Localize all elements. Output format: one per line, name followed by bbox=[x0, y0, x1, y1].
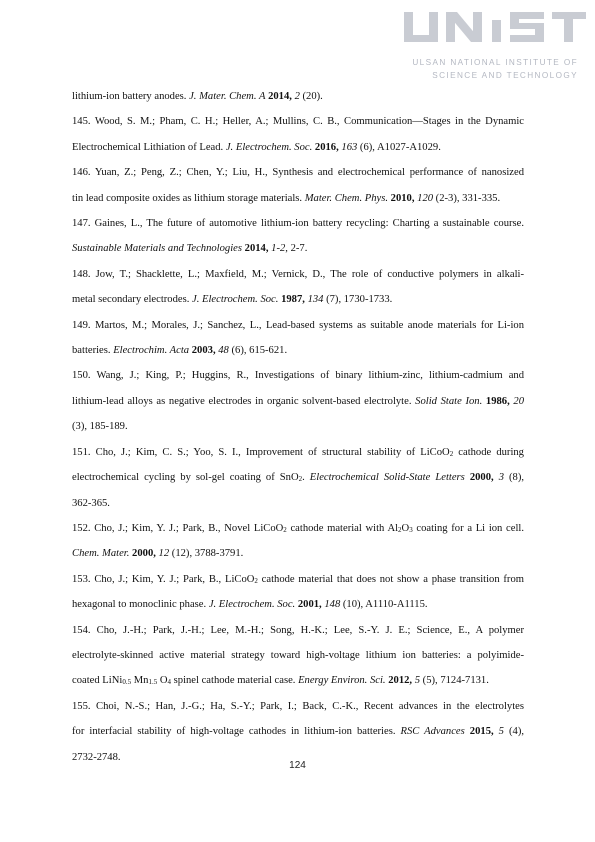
reference-text: 3 bbox=[498, 472, 504, 484]
reference-text: 151. Cho, J.; Kim, C. S.; Yoo, S. I., Improvement of structural stability of LiCoO bbox=[72, 446, 450, 458]
reference-line bbox=[72, 516, 524, 541]
reference-text: 134 bbox=[307, 294, 324, 306]
reference-line bbox=[72, 719, 524, 744]
reference-line bbox=[72, 618, 524, 643]
reference-line bbox=[72, 567, 524, 592]
reference-text: cathode material that does not show a phase transition from bbox=[257, 573, 524, 585]
reference-text: Electrochemical Lithiation of Lead. bbox=[72, 141, 226, 153]
reference-line bbox=[72, 262, 524, 287]
reference-text: 148 bbox=[324, 599, 341, 611]
reference-text: 2014, bbox=[268, 91, 292, 102]
reference-line bbox=[72, 135, 524, 160]
reference-text: 152. Cho, J.; Kim, Y. J.; Park, B., Novel LiCoO bbox=[72, 522, 284, 534]
reference-line bbox=[72, 338, 524, 363]
reference-text: 2 bbox=[298, 475, 303, 484]
reference-text: 2 bbox=[283, 525, 287, 534]
unist-logo bbox=[402, 8, 590, 88]
reference-text: RSC Advances bbox=[400, 726, 465, 738]
reference-list bbox=[72, 84, 524, 770]
reference-text: 20 bbox=[513, 395, 524, 407]
reference-line bbox=[72, 363, 524, 388]
reference-text: 1986, bbox=[485, 395, 510, 407]
reference-text: 2014, bbox=[244, 243, 269, 255]
reference-line bbox=[72, 186, 524, 211]
reference-line bbox=[72, 389, 524, 414]
reference-text: lithium-ion battery anodes. bbox=[72, 91, 190, 102]
reference-text: 120 bbox=[417, 192, 434, 204]
reference-text: cathode during bbox=[453, 446, 524, 458]
reference-text: for interfacial stability of high-voltage cathodes in lithium-ion batteries. bbox=[72, 726, 401, 738]
logo-subtitle-line2: SCIENCE AND TECHNOLOGY bbox=[432, 71, 578, 80]
reference-text: O bbox=[401, 522, 410, 534]
reference-text: (3), 185-189. bbox=[72, 421, 128, 433]
reference-text: 2000, bbox=[469, 472, 494, 484]
reference-text: cathode material with Al bbox=[286, 522, 399, 534]
reference-text: 12 bbox=[158, 548, 170, 560]
reference-text: (12), 3788-3791. bbox=[169, 548, 244, 560]
reference-text: 1987, bbox=[281, 294, 305, 306]
reference-text: Solid State Ion. bbox=[415, 395, 483, 407]
reference-text: metal secondary electrodes. bbox=[72, 294, 193, 306]
reference-text: (20). bbox=[299, 91, 323, 102]
reference-text: 145. Wood, S. M.; Pham, C. H.; Heller, A.; Mullins, C. B., Communication—Stages in the Dynamic bbox=[72, 116, 524, 128]
reference-line bbox=[72, 694, 524, 719]
reference-text: . bbox=[302, 472, 310, 484]
reference-text: coating for a Li ion cell. bbox=[412, 522, 524, 534]
reference-text: Chem. Mater. bbox=[72, 548, 130, 560]
page-number: 124 bbox=[289, 760, 306, 771]
reference-text: 2012, bbox=[388, 675, 413, 687]
reference-text: Sustainable Materials and Technologies bbox=[72, 243, 242, 255]
reference-text: 1-2 bbox=[271, 243, 286, 255]
reference-text: J. Mater. Chem. A bbox=[189, 91, 266, 102]
reference-line bbox=[72, 541, 524, 566]
reference-text: J. Electrochem. Soc. bbox=[225, 141, 313, 153]
reference-text: 148. Jow, T.; Shacklette, L.; Maxfield, M.; Vernick, D., The role of conductive polymers in alkali- bbox=[72, 268, 524, 280]
reference-text: (8), bbox=[503, 472, 524, 484]
reference-text: J. Electrochem. Soc. bbox=[192, 294, 279, 306]
reference-line bbox=[72, 491, 524, 516]
logo-subtitle-line1: ULSAN NATIONAL INSTITUTE OF bbox=[412, 58, 578, 67]
reference-text: 2 bbox=[254, 576, 258, 585]
reference-text: Mn bbox=[131, 675, 149, 687]
reference-text: (6), A1027-A1029. bbox=[357, 141, 441, 153]
reference-text: hexagonal to monoclinic phase. bbox=[72, 599, 209, 611]
reference-line bbox=[72, 84, 524, 109]
reference-text: 5 bbox=[498, 726, 504, 738]
reference-text: 3 bbox=[409, 525, 413, 534]
reference-text: Electrochemical Solid-State Letters bbox=[309, 472, 465, 484]
reference-text: 149. Martos, M.; Morales, J.; Sanchez, L., Lead-based systems as suitable anode materials for Li-ion bbox=[72, 319, 524, 331]
reference-text: lithium-lead alloys as negative electrodes in organic solvent-based electrolyte. bbox=[72, 395, 416, 407]
reference-text: J. Electrochem. Soc. bbox=[208, 599, 296, 611]
reference-text: 146. Yuan, Z.; Peng, Z.; Chen, Y.; Liu, H., Synthesis and electrochemical performance of nanosized bbox=[72, 167, 524, 179]
reference-text: 2015, bbox=[469, 726, 494, 738]
reference-text: 150. Wang, J.; King, P.; Huggins, R., Investigations of binary lithium-zinc, lithium-cadmium and bbox=[72, 370, 524, 382]
reference-line bbox=[72, 592, 524, 617]
reference-text: 2 bbox=[449, 449, 454, 458]
reference-text: 163 bbox=[341, 141, 358, 153]
reference-line bbox=[72, 109, 524, 134]
reference-text: 362-365. bbox=[72, 497, 110, 509]
reference-line bbox=[72, 414, 524, 439]
reference-text: 2016, bbox=[314, 141, 339, 153]
reference-text: (7), 1730-1733. bbox=[323, 294, 393, 306]
reference-text: batteries. bbox=[72, 345, 114, 357]
reference-line bbox=[72, 440, 524, 465]
reference-text: (5), 7124-7131. bbox=[420, 675, 489, 687]
reference-text: 153. Cho, J.; Kim, Y. J.; Park, B., LiCoO bbox=[72, 573, 255, 585]
reference-text: 2010, bbox=[390, 192, 415, 204]
reference-text: spinel cathode material case. bbox=[171, 675, 299, 687]
reference-text: 154. Cho, J.-H.; Park, J.-H.; Lee, M.-H.; Song, H.-K.; Lee, S.-Y. J. E.; Science, E., A polymer bbox=[72, 624, 524, 636]
reference-text: (6), 615-621. bbox=[228, 345, 288, 357]
reference-text: 147. Gaines, L., The future of automotive lithium-ion battery recycling: Charting a sustainable course. bbox=[72, 218, 524, 230]
reference-text: electrochemical cycling by sol-gel coating of SnO bbox=[72, 472, 299, 484]
reference-text: O bbox=[157, 675, 168, 687]
reference-text: , 2-7. bbox=[285, 243, 308, 255]
reference-text: 2732-2748. bbox=[72, 751, 121, 763]
reference-text: 2 bbox=[294, 91, 300, 102]
reference-text: 0.5 bbox=[122, 678, 132, 687]
reference-text: Electrochim. Acta bbox=[113, 345, 190, 357]
reference-text: 155. Choi, N.-S.; Han, J.-G.; Ha, S.-Y.; Park, I.; Back, C.-K., Recent advances in the electrolytes bbox=[72, 700, 524, 712]
reference-text: 1.5 bbox=[148, 678, 158, 687]
reference-line bbox=[72, 668, 524, 693]
reference-text: 2 bbox=[398, 525, 402, 534]
reference-text: (2-3), 331-335. bbox=[433, 192, 501, 204]
reference-text: 5 bbox=[414, 675, 421, 687]
reference-text: 4 bbox=[167, 678, 171, 687]
reference-text: 48 bbox=[218, 345, 229, 357]
reference-line bbox=[72, 313, 524, 338]
reference-line bbox=[72, 287, 524, 312]
reference-line bbox=[72, 160, 524, 185]
reference-text: 2003, bbox=[191, 345, 216, 357]
unist-wordmark bbox=[402, 8, 590, 48]
reference-line bbox=[72, 643, 524, 668]
reference-text: coated LiNi bbox=[72, 675, 123, 687]
reference-text: Mater. Chem. Phys. bbox=[304, 192, 388, 204]
reference-line bbox=[72, 236, 524, 261]
reference-text: 2000, bbox=[132, 548, 156, 560]
reference-text: tin lead composite oxides as lithium storage materials. bbox=[72, 192, 305, 204]
reference-text: electrolyte-skinned active material strategy toward high-voltage lithium ion batteries: a polyimide- bbox=[72, 649, 524, 661]
reference-text: (10), A1110-A1115. bbox=[340, 599, 428, 611]
reference-line bbox=[72, 465, 524, 490]
reference-text: Energy Environ. Sci. bbox=[298, 675, 386, 687]
reference-text: (4), bbox=[503, 726, 524, 738]
reference-text: 2001, bbox=[297, 599, 322, 611]
reference-line bbox=[72, 211, 524, 236]
